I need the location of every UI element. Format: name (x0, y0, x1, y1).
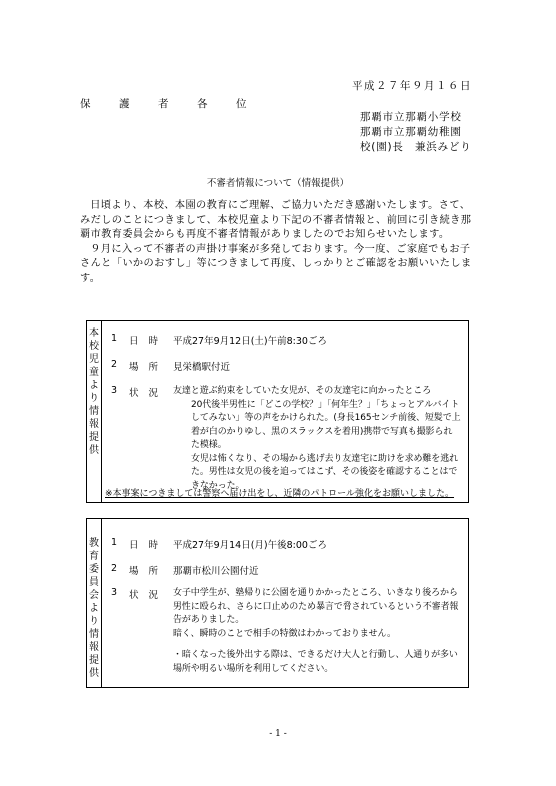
item-label: 状況 (129, 590, 169, 601)
sender-kindergarten: 那覇市立那覇幼稚園 (360, 126, 462, 138)
item-label: 日時 (129, 336, 169, 347)
recipient-line: 保 護 者 各 位 (80, 98, 256, 110)
item-number: 1 (111, 333, 118, 344)
status-line: 女子中学生が、塾帰りに公園を通りかかったところ、いきなり後ろから男性に殴られ、さらに口止めのため暴言で脅されているという不審者報告がありました。 (173, 588, 459, 625)
item-number: 1 (111, 537, 118, 548)
item-label: 日時 (129, 540, 169, 551)
status-line: 女児は怖くなり、その場から逃げ去り友達宅に助けを求め難を逃れた。男性は女児の後を追ってはこず、その後姿を確認することはできなかった。 (191, 453, 459, 491)
side-label: 本校児童より情報提供 (89, 328, 99, 456)
advice-bullet: ・暗くなった後外出する際は、できるだけ大人と行動し、人通りが多い場所や明るい場所を利用してください。 (173, 650, 458, 674)
body-text (80, 199, 480, 286)
side-label: 教育委員会より情報提供 (89, 538, 99, 679)
document-date: 平成２７年９月１６日 (352, 80, 472, 92)
sender-block (360, 110, 472, 155)
document-title: 不審者情報について（情報提供） (206, 178, 350, 189)
item-label: 場所 (129, 362, 169, 373)
status-line: 20代後半男性に「どこの学校？」「何年生？」「ちょっとアルバイトしてみない」等の声をかけられた。(身長165センチ前後、短髪で上着が白のかりゆし、黒のスラックスを着用)携帯で写真も撮影られた模様。 (191, 399, 461, 450)
status-detail (173, 385, 461, 493)
item-value: 平成27年9月14日(月)午後8:00ごろ (173, 540, 327, 551)
body-paragraph: ９月に入って不審者の声掛け事案が多発しております。今一度、ご家庭でもお子さんと「いかのおすし」等につきまして再度、しっかりとご確認をお願いいたします。 (80, 243, 472, 284)
police-report-note: ※本事案につきましては警察へ届け出をし、近隣のパトロール強化をお願いしました。 (105, 489, 455, 499)
body-paragraph: 日頃より、本校、本園の教育にご理解、ご協力いただき感謝いたします。さて、みだしのことにつきまして、本校児童より下記の不審者情報と、前回に引き続き那覇市教育委員会からも再度不審者情報がありましたのでお知らせいたします。 (80, 200, 472, 240)
item-label: 状況 (129, 388, 169, 399)
status-line: 暗く、瞬時のことで相手の特徴はわかっておりません。 (173, 628, 396, 639)
status-detail (173, 587, 461, 676)
item-number: 2 (111, 563, 118, 574)
side-label-column (87, 519, 102, 687)
side-label-column (87, 321, 102, 502)
item-number: 3 (111, 587, 118, 598)
item-value: 那覇市松川公園付近 (173, 566, 259, 577)
item-number: 2 (111, 359, 118, 370)
incident-box-board (86, 518, 469, 688)
item-number: 3 (111, 385, 118, 396)
incident-box-student (86, 320, 469, 503)
item-value: 見栄橋駅付近 (173, 362, 231, 373)
status-line: 友達と遊ぶ約束をしていた女児が、その友達宅に向かったところ (173, 386, 432, 396)
sender-school: 那覇市立那覇小学校 (360, 111, 462, 123)
sender-principal: 校(園)長 兼浜みどり (360, 141, 472, 153)
item-value: 平成27年9月12日(土)午前8:30ごろ (173, 336, 327, 347)
page-number: - 1 - (269, 729, 287, 739)
item-label: 場所 (129, 566, 169, 577)
